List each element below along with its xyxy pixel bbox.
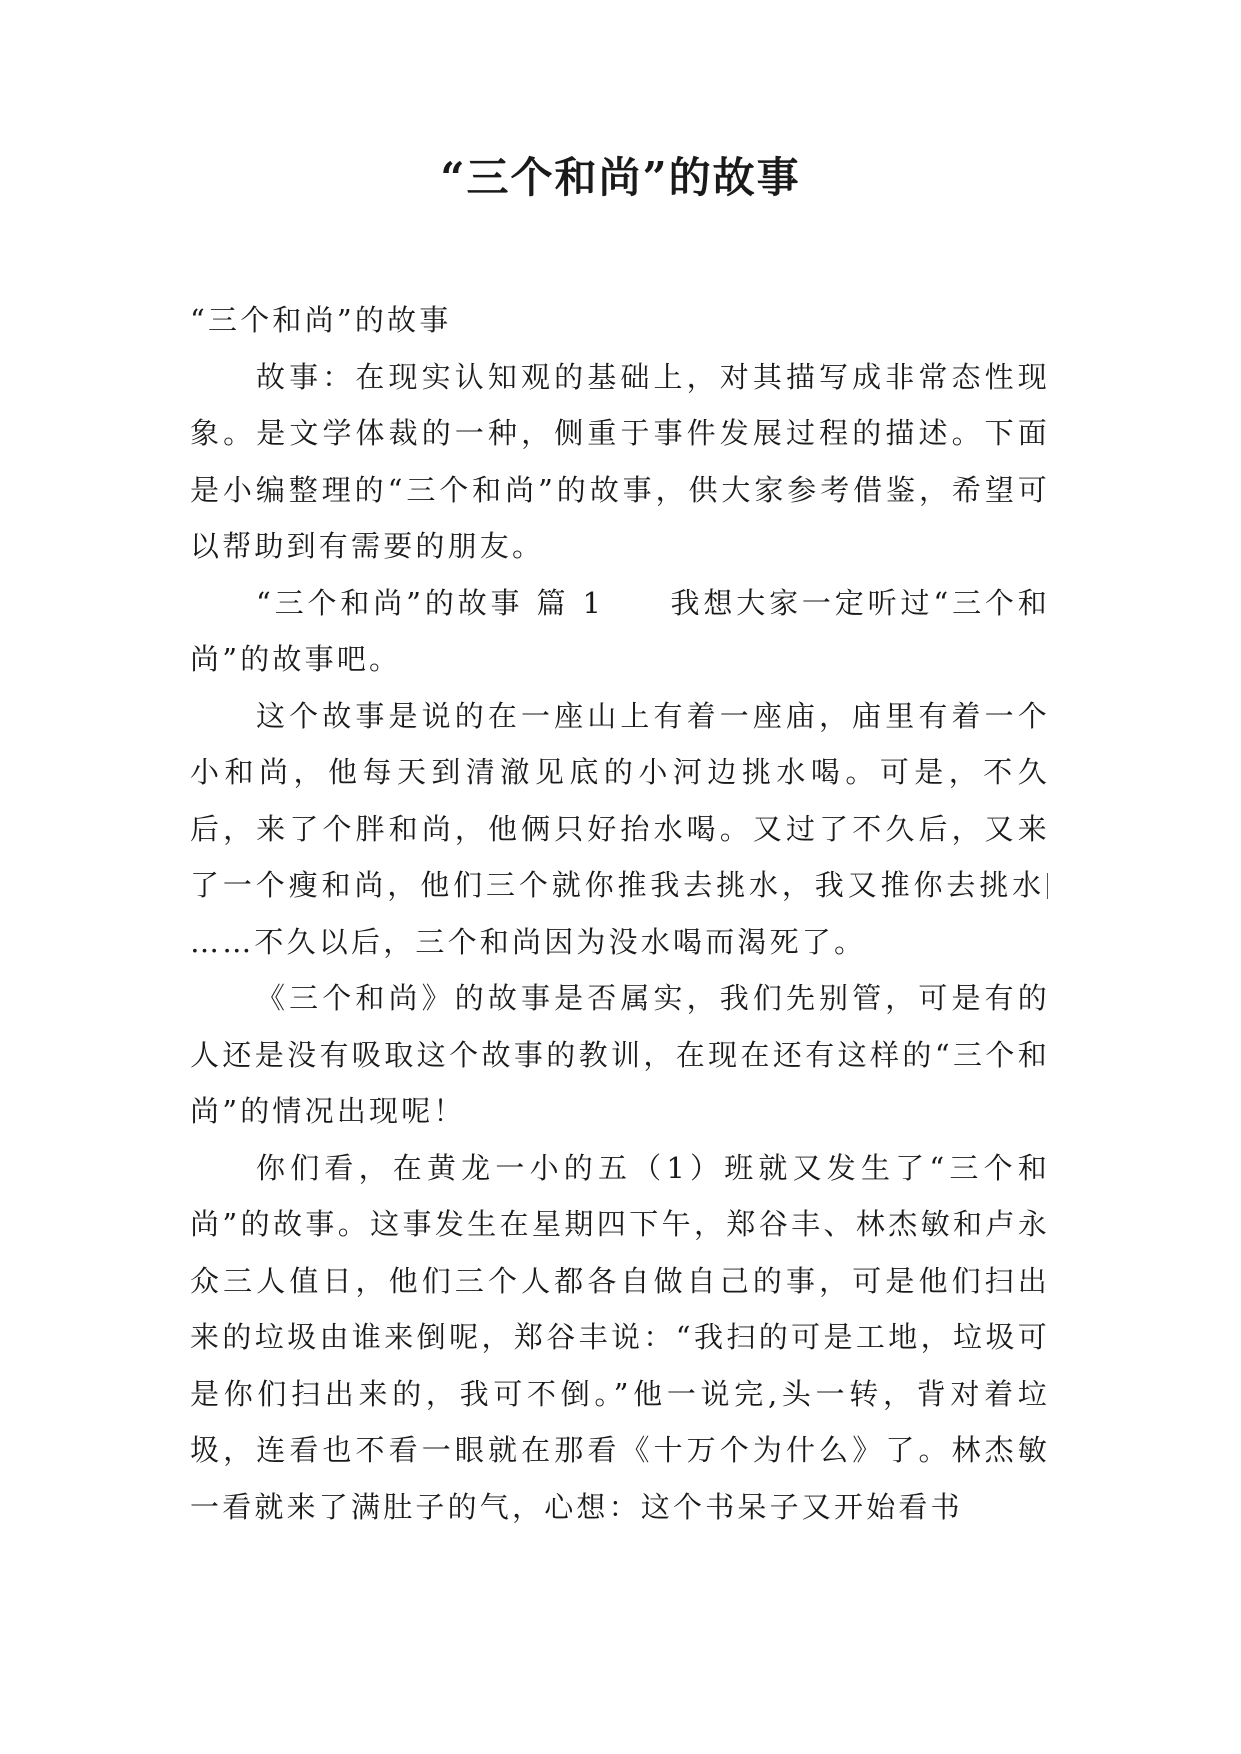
text-cursor [1047,873,1048,899]
paragraph-reflection: 《三个和尚》的故事是否属实，我们先别管，可是有的人还是没有吸取这个故事的教训，在现在还有这样的“三个和尚”的情况出现呢！ [190,981,1050,1128]
paragraph-class-story: 你们看，在黄龙一小的五（1）班就又发生了“三个和尚”的故事。这事发生在星期四下午，郑谷丰、林杰敏和卢永众三人值日，他们三个人都各自做自己的事，可是他们扫出来的垃圾由谁来倒呢，郑谷丰说：“我扫的可是工地，垃圾可是你们扫出来的，我可不倒。”他一说完,头一转，背对着垃圾，连看也不看一眼就在那看《十万个为什么》了。林杰敏一看就来了满肚子的气，心想：这个书呆子又开始看书 [190,1150,1050,1524]
paragraph-story-ending: ……不久以后，三个和尚因为没水喝而渴死了。 [190,924,867,959]
paragraph-story [190,688,1050,971]
paragraph-intro: 故事：在现实认知观的基础上，对其描写成非常态性现象。是文学体裁的一种，侧重于事件发展过程的描述。下面是小编整理的“三个和尚”的故事，供大家参考借鉴，希望可以帮助到有需要的朋友。 [190,359,1050,563]
paragraph-chapter-1: “三个和尚”的故事 篇 1 我想大家一定听过“三个和尚”的故事吧。 [190,585,1050,676]
paragraph-heading: “三个和尚”的故事 [190,303,452,337]
document-body [190,292,1050,1535]
paragraph-story-text: 这个故事是说的在一座山上有着一座庙，庙里有着一个小和尚，他每天到清澈见底的小河边挑水喝。可是，不久后，来了个胖和尚，他俩只好抬水喝。又过了不久后，又来了一个瘦和尚，他们三个就你推我去挑水，我又推你去挑水 [190,698,1050,902]
document-title: “三个和尚”的故事 [440,153,801,202]
